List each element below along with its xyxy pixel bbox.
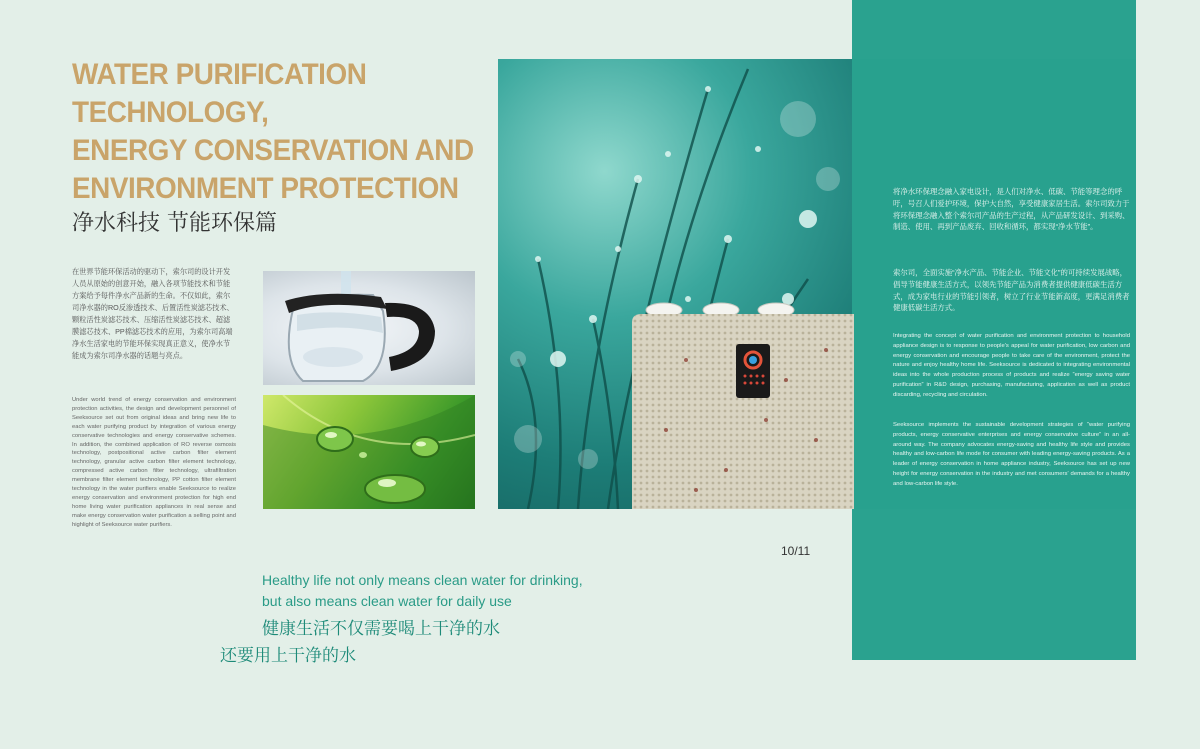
headline	[72, 56, 474, 208]
left-english-paragraph: Under world trend of energy conservation and environment protection activities, the design and development personnel of Seeksource set out from original ideas and bring new life to each water purifying product by integration of various energy conservative technologies and energy conservative schemes. In addition, the combined application of RO reverse osmosis technology, postpositional active carbon filter element technology, granular active carbon filter element technology, compressed active carbon filter technology, ultrafiltration membrane filter element technology, PP cotton filter element technology in the water purifiers enable Seeksource to realize energy conservation and environment protection for high end home living water purification appliances in real sense and make energy conservation water purification a selling point and highlight of Seeksource water purifiers.	[72, 397, 236, 528]
headline-line-3: ENERGY CONSERVATION AND	[72, 134, 474, 167]
quote-chinese-line-1: 健康生活不仅需要喝上干净的水	[262, 619, 500, 638]
left-chinese-paragraph: 在世界节能环保活动的驱动下，索尔司的设计开发人员从原始的创意开始，融入各项节能技术和节能方案给予每件净水产品新的生命。不仅如此，索尔司净水器的RO反渗透技术、后置活性炭滤芯技术、颗粒活性炭滤芯技术、压缩活性炭滤芯技术、超滤膜滤芯技术、PP棉滤芯技术的应用，为索尔司高端净水生活家电的节能环保实现真正意义，使净水节能成为索尔司净水器的话题与亮点。	[72, 267, 234, 360]
headline-line-1: WATER PURIFICATION	[72, 58, 367, 91]
headline-line-2: TECHNOLOGY,	[72, 96, 269, 129]
chinese-subtitle: 净水科技 节能环保篇	[72, 211, 277, 236]
right-chinese-paragraph-2: 索尔司，全面实施“净水产品、节能企业、节能文化”的可持续发展战略，倡导节能健康生活方式，以领先节能产品为消费者提供健康低碳生活方式，成为家电行业的节能引领者，树立了行业节能新高度，更满足消费者健康低碳生活方式。	[893, 268, 1130, 313]
quote-chinese-line-2: 还要用上干净的水	[220, 646, 356, 665]
quote-english	[262, 570, 583, 612]
right-english-paragraph-1: Integrating the concept of water purification and environment protection to household appliance design is to response to people’s appeal for water purification, low carbon and energy conservation and encourage people to take care of the environment, protect the nature and enjoy healthy home life. Seeksource is dedicated to integrating environmental ideas into the whole production process of products and realize “energy saving water purification” in R&D design, purchasing, manufacturing, application as well as product discarding, recycling and circulation.	[893, 333, 1130, 398]
quote-english-line-1: Healthy life not only means clean water for drinking,	[262, 572, 583, 588]
quote-english-line-2: but also means clean water for daily use	[262, 593, 512, 609]
right-english-paragraph-2: Seeksource implements the sustainable development strategies of “water purifying products, energy conservative enterprises and energy conservative culture” in an all-around way. The company advocates energy-saving and healthy life style and provides healthy and low-carbon life mode for consumer with leading energy-saving products. As a leader of energy conservation in home appliance industry, Seeksource has set up new height for energy conservation in the industry and met consumers’ demands for a healthy and low-carbon life style.	[893, 422, 1130, 487]
leaf-water-drops-photo	[263, 395, 475, 509]
headline-line-4: ENVIRONMENT PROTECTION	[72, 172, 459, 205]
glass-kettle-photo	[263, 271, 475, 385]
right-chinese-paragraph-1: 将净水环保理念融入家电设计，是人们对净水、低碳、节能等理念的呼吁，号召人们爱护环境，保护大自然，享受健康家居生活。索尔司致力于将环保理念融入整个索尔司产品的生产过程，从产品研发设计、到采购、制造、使用、再到产品废弃、回收和循环，都实现“净水节能”。	[893, 187, 1130, 232]
water-purifier-photo	[626, 300, 854, 509]
page-number: 10/11	[781, 544, 811, 558]
